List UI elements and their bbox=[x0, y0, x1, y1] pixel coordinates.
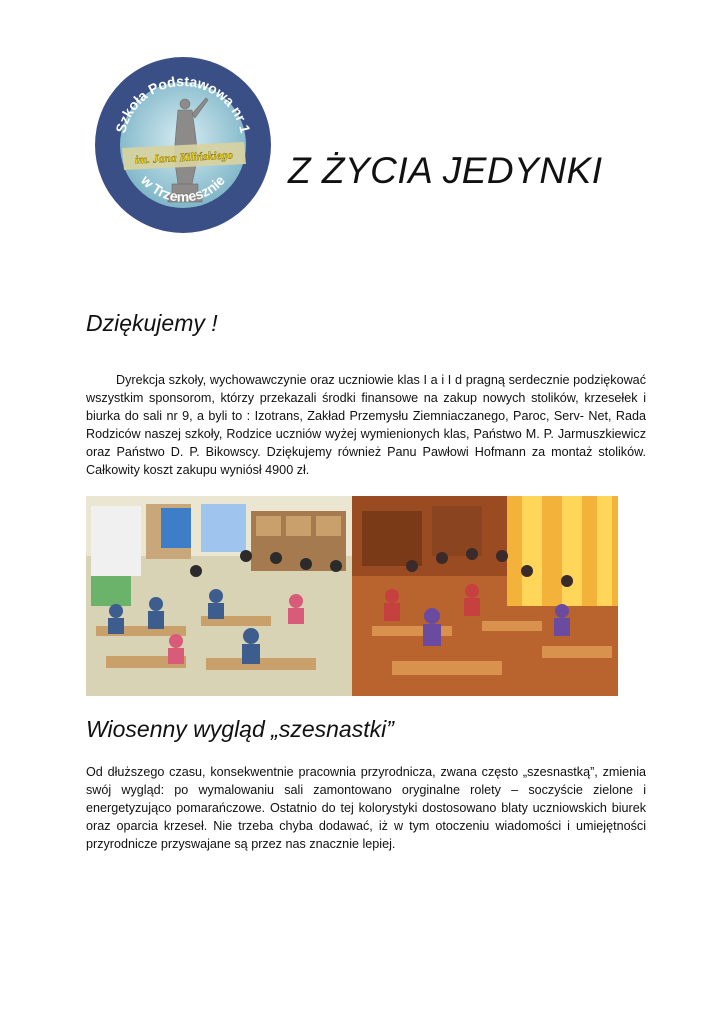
thanks-paragraph-text: Dyrekcja szkoły, wychowawczynie oraz uczniowie klas I a i I d pragną serdecznie podziękować wszystkim sponsorom, którzy przekazali środki finansowe na zakup nowych stolików, krzesełek i biurka do sali nr 9, a byli to : Izotrans, Zakład Przemysłu Ziemniaczanego, Paroc, Serv- Net, Rada Rodziców naszej szkoły, Rodzice uczniów wyżej wymienionych klas, Państwo M. P. Jarmuszkiewicz oraz Państwo D. P. Bikowscy. Dziękujemy również Panu Pawłowi Hofmann za montaż stolików. Całkowity koszt zakupu wyniósł 4900 zł. bbox=[86, 373, 646, 477]
page-title: Z ŻYCIA JEDYNKI bbox=[288, 150, 603, 191]
classroom-photo-left bbox=[86, 496, 352, 696]
school-seal-icon bbox=[94, 56, 272, 234]
logo-bottom-text: w Trzemesznie bbox=[138, 172, 228, 205]
classroom-photo-left-icon bbox=[86, 496, 352, 696]
school-logo bbox=[94, 56, 272, 234]
logo-top-text: Szkoła Podstawowa nr 1 bbox=[112, 72, 254, 135]
section-heading-thanks: Dziękujemy ! bbox=[86, 310, 218, 336]
classroom-photo-right-icon bbox=[352, 496, 618, 696]
spring-paragraph: Od dłuższego czasu, konsekwentnie pracownia przyrodnicza, zwana często „szesnastką”, zmienia swój wygląd: po wymalowaniu sali zamontowano oryginalne rolety – soczyście zielone i energetyzująco pomarańczowe. Ostatnio do tej kolorystyki dostosowano blaty uczniowskich biurek oraz oparcia krzeseł. Nie trzeba chyba dodawać, iż w tym otoczeniu wiadomości i umiejętności przyrodnicze przyswajane są przez nas znacznie lepiej. bbox=[86, 765, 646, 851]
thanks-paragraph bbox=[86, 371, 646, 479]
section-heading-spring: Wiosenny wygląd „szesnastki” bbox=[86, 716, 394, 742]
photo-row bbox=[86, 496, 618, 696]
logo-banner-text: im. Jana Kilińskiego bbox=[134, 149, 234, 167]
classroom-photo-right bbox=[352, 496, 618, 696]
